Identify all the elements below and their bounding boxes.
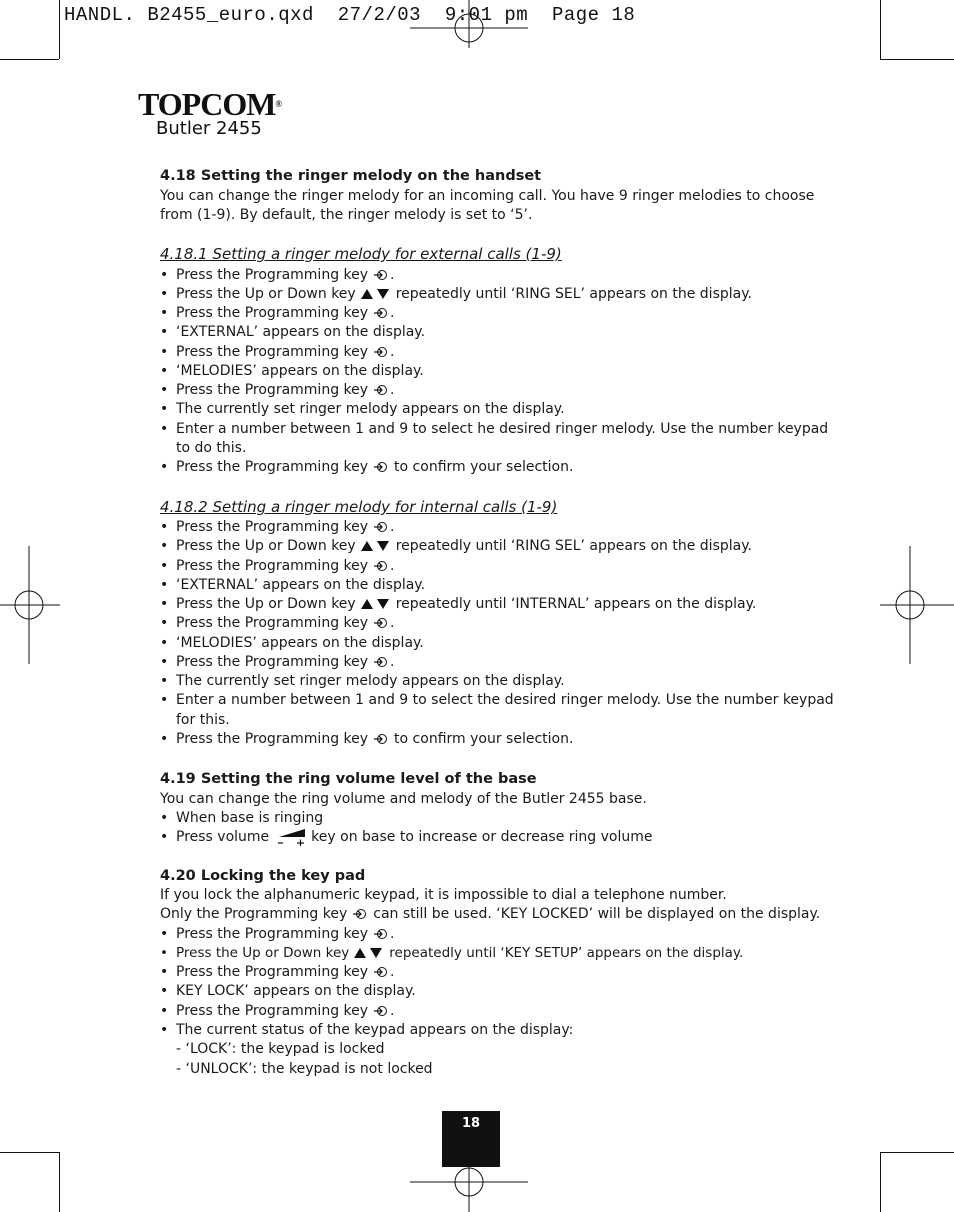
status-option-lock: - ‘LOCK’: the keypad is locked xyxy=(176,1041,385,1057)
period-text: . xyxy=(390,558,395,574)
list-item-text: ‘MELODIES’ appears on the display. xyxy=(176,635,424,651)
period-text: . xyxy=(390,382,395,398)
list-item-text: Press the Programming key xyxy=(176,615,369,631)
paragraph-line: If you lock the alphanumeric keypad, it is impossible to dial a telephone number. xyxy=(160,887,727,903)
programming-key-icon xyxy=(374,733,388,745)
list-item-text: Press the Programming key xyxy=(176,344,369,360)
page-number: 18 xyxy=(461,1116,481,1131)
list-item-text: Enter a number between 1 and 9 to select he desired ringer melody. Use the number keypad xyxy=(176,421,829,437)
list-item-text: Press the Up or Down key xyxy=(176,538,356,554)
registered-mark-icon: ® xyxy=(275,99,282,109)
list-item-text: repeatedly until ‘KEY SETUP’ appears on the display. xyxy=(389,945,744,961)
list-item xyxy=(160,1002,395,1021)
paragraph-line: from (1-9). By default, the ringer melody is set to ‘5’. xyxy=(160,207,533,223)
list-item-text: ‘MELODIES’ appears on the display. xyxy=(176,363,424,379)
period-text: . xyxy=(390,305,395,321)
period-text: . xyxy=(390,654,395,670)
programming-key-icon xyxy=(374,656,388,668)
list-item-text: repeatedly until ‘INTERNAL’ appears on the display. xyxy=(395,596,757,612)
section-heading-4-18: 4.18 Setting the ringer melody on the handset xyxy=(160,168,542,184)
programming-key-icon xyxy=(374,1005,388,1017)
list-item-text: Press the Programming key xyxy=(176,1003,369,1019)
list-item xyxy=(160,304,395,323)
list-item xyxy=(160,343,395,362)
up-down-arrow-icon xyxy=(360,598,390,610)
list-item-text: Press the Programming key xyxy=(176,926,369,942)
list-item xyxy=(160,614,395,633)
programming-key-icon xyxy=(374,346,388,358)
list-item xyxy=(160,653,395,672)
list-item-text: Press the Programming key xyxy=(176,305,369,321)
list-item-text: Press volume xyxy=(176,829,270,845)
list-item xyxy=(160,518,395,537)
list-item-text: repeatedly until ‘RING SEL’ appears on the display. xyxy=(395,286,752,302)
list-item xyxy=(160,537,752,556)
period-text: . xyxy=(390,615,395,631)
list-item xyxy=(160,828,653,847)
period-text: . xyxy=(390,964,395,980)
list-item-text: key on base to increase or decrease ring volume xyxy=(311,829,653,845)
crop-mark xyxy=(880,59,954,60)
list-item-text: KEY LOCK’ appears on the display. xyxy=(176,983,416,999)
print-slug-line: HANDL. B2455_euro.qxd 27/2/03 9:01 pm Page 18 xyxy=(64,4,636,26)
list-item-text: Press the Programming key xyxy=(176,731,369,747)
list-item xyxy=(160,266,395,285)
volume-key-icon xyxy=(277,828,307,846)
crop-mark xyxy=(880,1152,954,1153)
list-item-text: Press the Programming key xyxy=(176,382,369,398)
paragraph-line xyxy=(160,905,820,924)
page-number-box xyxy=(442,1111,500,1167)
programming-key-icon xyxy=(374,617,388,629)
paragraph-line: You can change the ringer melody for an incoming call. You have 9 ringer melodies to choose xyxy=(160,188,815,204)
list-item xyxy=(160,362,424,381)
list-item-text: repeatedly until ‘RING SEL’ appears on the display. xyxy=(395,538,752,554)
list-item xyxy=(160,381,395,400)
list-item-continuation: to do this. xyxy=(176,440,247,456)
crop-mark xyxy=(0,1152,59,1153)
period-text: . xyxy=(390,1003,395,1019)
programming-key-icon xyxy=(353,908,367,920)
list-item-text: to confirm your selection. xyxy=(394,731,574,747)
programming-key-icon xyxy=(374,521,388,533)
paragraph-text: Only the Programming key xyxy=(160,906,348,922)
list-item xyxy=(160,285,752,304)
list-item-text: Press the Up or Down key xyxy=(176,945,350,961)
list-item-text: Press the Programming key xyxy=(176,964,369,980)
programming-key-icon xyxy=(374,384,388,396)
list-item xyxy=(160,691,834,710)
list-item xyxy=(160,944,743,963)
programming-key-icon xyxy=(374,307,388,319)
list-item xyxy=(160,323,425,342)
up-down-arrow-icon xyxy=(353,947,383,959)
crop-mark xyxy=(59,0,60,59)
programming-key-icon xyxy=(374,928,388,940)
list-item xyxy=(160,634,424,653)
list-item xyxy=(160,557,395,576)
paragraph-line: You can change the ring volume and melody of the Butler 2455 base. xyxy=(160,791,647,807)
registration-mark-top xyxy=(410,0,528,48)
programming-key-icon xyxy=(374,461,388,473)
crop-mark xyxy=(880,0,881,59)
subsection-heading-4-18-2: 4.18.2 Setting a ringer melody for internal calls (1-9) xyxy=(160,498,558,516)
list-item-text: The currently set ringer melody appears on the display. xyxy=(176,673,565,689)
list-item-text: Press the Programming key xyxy=(176,558,369,574)
logo-text: TOPCOM xyxy=(138,86,276,122)
list-item-text: ‘EXTERNAL’ appears on the display. xyxy=(176,324,426,340)
list-item-continuation: for this. xyxy=(176,712,230,728)
section-heading-4-20: 4.20 Locking the key pad xyxy=(160,868,366,884)
list-item xyxy=(160,420,828,439)
registration-mark-right xyxy=(880,546,954,664)
list-item-text: Press the Up or Down key xyxy=(176,286,356,302)
list-item xyxy=(160,925,395,944)
list-item-text: The current status of the keypad appears on the display: xyxy=(176,1022,574,1038)
list-item xyxy=(160,1021,573,1040)
list-item xyxy=(160,458,573,477)
paragraph-text: can still be used. ‘KEY LOCKED’ will be displayed on the display. xyxy=(373,906,821,922)
topcom-logo xyxy=(138,88,281,120)
list-item-text: The currently set ringer melody appears on the display. xyxy=(176,401,565,417)
period-text: . xyxy=(390,267,395,283)
list-item-text: to confirm your selection. xyxy=(394,459,574,475)
list-item xyxy=(160,982,416,1001)
status-option-unlock: - ‘UNLOCK’: the keypad is not locked xyxy=(176,1061,433,1077)
section-heading-4-19: 4.19 Setting the ring volume level of the base xyxy=(160,771,537,787)
registration-mark-left xyxy=(0,546,60,664)
list-item-text: When base is ringing xyxy=(176,810,324,826)
list-item-text: Press the Programming key xyxy=(176,519,369,535)
list-item-text: ‘EXTERNAL’ appears on the display. xyxy=(176,577,426,593)
list-item xyxy=(160,595,756,614)
crop-mark xyxy=(59,1152,60,1212)
list-item-text: Press the Programming key xyxy=(176,459,369,475)
period-text: . xyxy=(390,519,395,535)
list-item xyxy=(160,672,565,691)
crop-mark xyxy=(880,1152,881,1212)
subsection-heading-4-18-1: 4.18.1 Setting a ringer melody for external calls (1-9) xyxy=(160,245,562,263)
period-text: . xyxy=(390,344,395,360)
crop-mark xyxy=(0,59,59,60)
programming-key-icon xyxy=(374,560,388,572)
list-item-text: Press the Programming key xyxy=(176,267,369,283)
programming-key-icon xyxy=(374,966,388,978)
list-item-text: Press the Up or Down key xyxy=(176,596,356,612)
list-item xyxy=(160,963,395,982)
list-item-text: Enter a number between 1 and 9 to select the desired ringer melody. Use the number keypad xyxy=(176,692,834,708)
list-item xyxy=(160,730,573,749)
period-text: . xyxy=(390,926,395,942)
list-item xyxy=(160,400,565,419)
list-item xyxy=(160,576,425,595)
list-item xyxy=(160,809,323,828)
up-down-arrow-icon xyxy=(360,540,390,552)
model-name: Butler 2455 xyxy=(156,118,262,139)
up-down-arrow-icon xyxy=(360,288,390,300)
list-item-text: Press the Programming key xyxy=(176,654,369,670)
programming-key-icon xyxy=(374,269,388,281)
